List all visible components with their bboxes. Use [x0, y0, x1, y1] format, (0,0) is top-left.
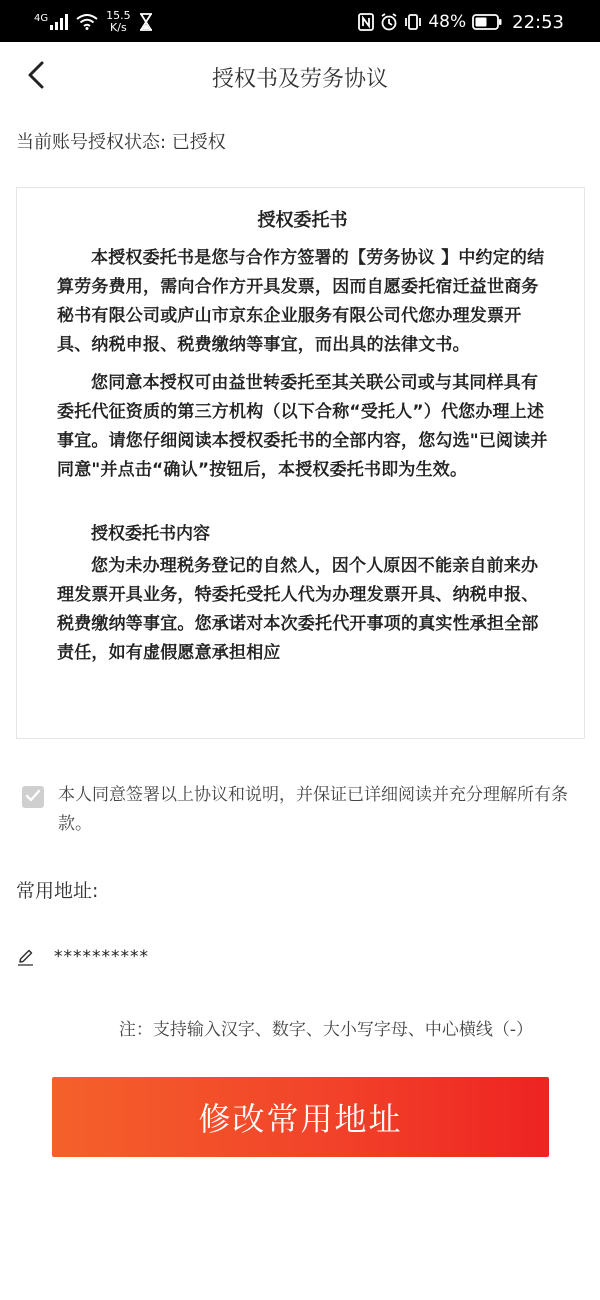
page-title: 授权书及劳务协议 [211, 67, 388, 92]
app-header [0, 42, 600, 112]
vibrate-icon [404, 13, 422, 31]
agreement-paragraph-3: 您为未办理税务登记的自然人，因个人原因不能亲自前来办理发票开具业务，特委托受托人代为办理发票开具、纳税申报、税费缴纳等事宜。您承诺对本次委托代开事项的真实性承担全部责任，如有虚假愿意承担相应 [57, 556, 539, 663]
agreement-title: 授权委托书 [257, 210, 348, 231]
address-note: 注：支持输入汉字、数字、大小写字母、中心横线（-） [118, 1020, 534, 1040]
agreement-paragraph-2: 您同意本授权可由益世转委托至其关联公司或与其同样具有委托代征资质的第三方机构（以下合称“受托人”）代您办理上述事宜。请您仔细阅读本授权委托书的全部内容，您勾选"已阅读并同意"并点击“确认”按钮后，本授权委托书即为生效。 [57, 373, 548, 480]
network-speed [106, 10, 131, 34]
check-icon [25, 788, 41, 807]
status-bar-left [34, 8, 153, 36]
status-bar [0, 0, 600, 42]
network-speed-unit: K/s [110, 21, 127, 34]
clock: 22:53 [512, 11, 564, 33]
network-type-label: 4G [34, 13, 49, 24]
nfc-icon [358, 13, 374, 31]
address-label: 常用地址: [16, 880, 99, 902]
alarm-icon [380, 13, 398, 31]
agreement-scroll-area[interactable] [16, 187, 585, 739]
modify-address-button[interactable]: 修改常用地址 [52, 1077, 549, 1157]
hourglass-icon [139, 13, 153, 31]
wifi-icon [76, 14, 98, 30]
battery-icon [472, 14, 502, 30]
consent-checkbox[interactable] [22, 786, 44, 808]
status-bar-right [358, 8, 564, 36]
agreement-paragraph-1: 本授权委托书是您与合作方签署的【劳务协议 】中约定的结算劳务费用，需向合作方开具发票，因而自愿委托宿迁益世商务秘书有限公司或庐山市京东企业服务有限公司代您办理发票开具、纳税申报、税费缴纳等事宜，而出具的法律文书。 [57, 248, 545, 355]
auth-status-text: 当前账号授权状态: 已授权 [16, 132, 226, 153]
address-row [16, 940, 576, 974]
pencil-icon [16, 947, 36, 967]
cellular-signal-icon [34, 14, 70, 30]
battery-percent: 48% [428, 12, 467, 32]
address-input[interactable] [54, 942, 554, 972]
agreement-section-title: 授权委托书内容 [91, 524, 210, 544]
network-speed-value: 15.5 [106, 9, 131, 22]
consent-text: 本人同意签署以上协议和说明，并保证已详细阅读并充分理解所有条款。 [58, 785, 568, 834]
consent-row [22, 781, 582, 839]
